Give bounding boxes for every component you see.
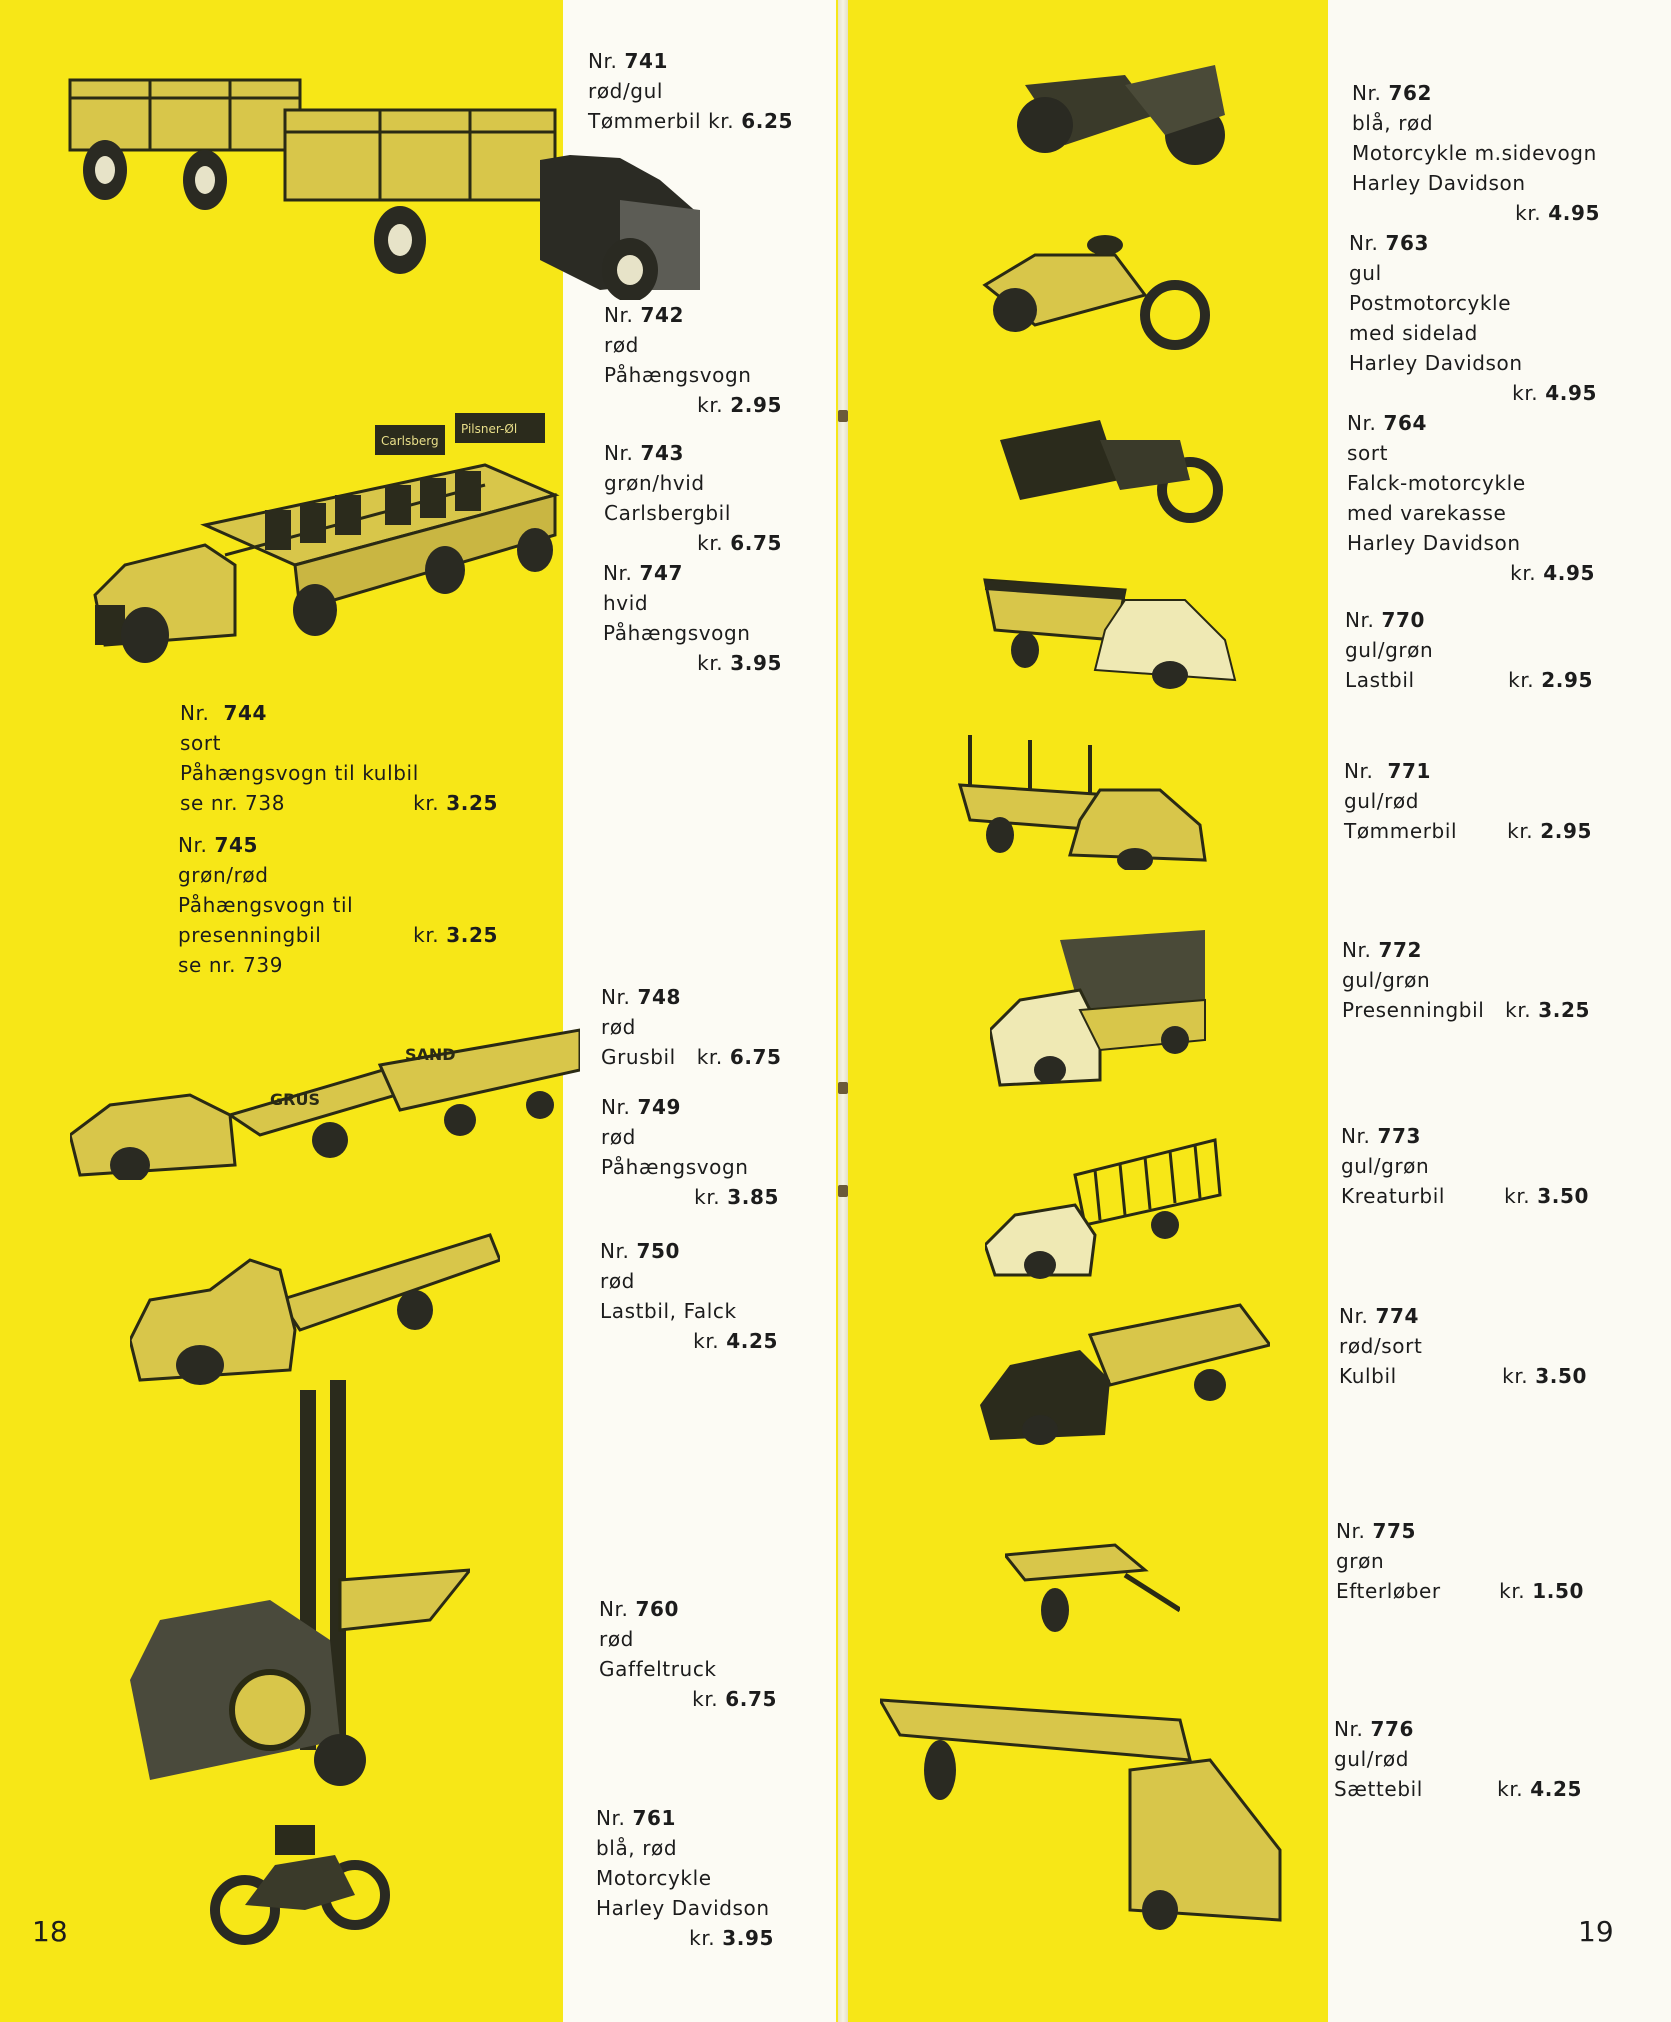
entry-price: kr. 3.85 — [694, 1185, 779, 1209]
grus-logo-text: GRUS — [270, 1090, 320, 1109]
entry-number: Nr. 775 — [1336, 1519, 1417, 1543]
entry-name: Påhængsvogn — [603, 621, 751, 645]
entry-name-price: Efterløber kr. 1.50 — [1336, 1579, 1584, 1603]
entry-color: sort — [1347, 441, 1389, 465]
catalog-entry-741 — [588, 46, 793, 136]
entry-price: kr. 4.95 — [1512, 381, 1597, 405]
entry-brand: Harley Davidson — [1352, 171, 1526, 195]
page-number-right: 19 — [1578, 1915, 1614, 1948]
entry-name: Lastbil, Falck — [600, 1299, 737, 1323]
entry-name: Påhængsvogn til — [178, 893, 354, 917]
entry-number: Nr. 773 — [1341, 1124, 1422, 1148]
entry-brand: Harley Davidson — [1347, 531, 1521, 555]
truck-770-illustration — [975, 570, 1245, 690]
entry-number: Nr. 744 — [180, 701, 267, 725]
post-motorcycle-763-illustration — [975, 215, 1215, 355]
entry-name-price: Tømmerbil kr. 2.95 — [1344, 819, 1592, 843]
entry-name-price: Presenningbil kr. 3.25 — [1342, 998, 1590, 1022]
entry-number: Nr. 747 — [603, 561, 684, 585]
carlsberg-truck-743-illustration — [85, 405, 585, 665]
catalog-entry-750 — [600, 1236, 778, 1356]
entry-detail: med sidelad — [1349, 321, 1478, 345]
entry-color: rød/sort — [1339, 1334, 1423, 1358]
catalog-entry-745 — [178, 830, 498, 980]
entry-color: gul — [1349, 261, 1382, 285]
entry-name-price: presenningbil kr. 3.25 — [178, 923, 498, 947]
entry-name-price: Tømmerbil kr. 6.25 — [588, 109, 793, 133]
entry-price: kr. 6.75 — [692, 1687, 777, 1711]
coal-truck-774-illustration — [980, 1295, 1270, 1445]
entry-name: Motorcykle m.sidevogn — [1352, 141, 1597, 165]
entry-color: blå, rød — [1352, 111, 1434, 135]
catalog-entry-761 — [596, 1803, 774, 1953]
staple — [838, 1185, 848, 1197]
entry-number: Nr. 761 — [596, 1806, 677, 1830]
entry-name-price: Grusbil kr. 6.75 — [601, 1045, 782, 1069]
entry-number: Nr. 743 — [604, 441, 685, 465]
catalog-entry-749 — [601, 1092, 779, 1212]
entry-name: Motorcykle — [596, 1866, 712, 1890]
catalog-entry-772 — [1342, 935, 1590, 1025]
entry-color: gul/rød — [1344, 789, 1420, 813]
entry-name-price: Kreaturbil kr. 3.50 — [1341, 1184, 1589, 1208]
falck-truck-750-illustration — [130, 1220, 500, 1385]
entry-number: Nr. 749 — [601, 1095, 682, 1119]
entry-number: Nr. 745 — [178, 833, 259, 857]
entry-price: kr. 4.25 — [693, 1329, 778, 1353]
entry-price: kr. 2.95 — [697, 393, 782, 417]
entry-color: grøn/rød — [178, 863, 269, 887]
catalog-entry-747 — [603, 558, 782, 678]
entry-price: kr. 4.95 — [1515, 201, 1600, 225]
entry-color: rød — [601, 1015, 636, 1039]
entry-number: Nr. 776 — [1334, 1717, 1415, 1741]
entry-color: gul/grøn — [1345, 638, 1434, 662]
entry-ref-price: se nr. 738 kr. 3.25 — [180, 791, 498, 815]
carlsberg-logo-text: Carlsberg — [381, 434, 439, 448]
catalog-entry-764 — [1347, 408, 1595, 588]
entry-name: Carlsbergbil — [604, 501, 731, 525]
entry-name: Påhængsvogn til kulbil — [180, 761, 419, 785]
entry-number: Nr. 764 — [1347, 411, 1428, 435]
entry-number: Nr. 770 — [1345, 608, 1426, 632]
catalog-entry-763 — [1349, 228, 1597, 408]
catalog-entry-748 — [601, 982, 782, 1072]
entry-number: Nr. 763 — [1349, 231, 1430, 255]
catalog-entry-773 — [1341, 1121, 1589, 1211]
entry-detail: med varekasse — [1347, 501, 1507, 525]
entry-number: Nr. 760 — [599, 1597, 680, 1621]
entry-ref: se nr. 739 — [178, 953, 284, 977]
entry-name: Postmotorcykle — [1349, 291, 1512, 315]
entry-color: rød — [599, 1627, 634, 1651]
entry-color: gul/rød — [1334, 1747, 1410, 1771]
cattle-truck-773-illustration — [985, 1135, 1225, 1280]
entry-number: Nr. 742 — [604, 303, 685, 327]
entry-price: kr. 3.95 — [689, 1926, 774, 1950]
entry-number: Nr. 771 — [1344, 759, 1431, 783]
entry-name: Gaffeltruck — [599, 1657, 717, 1681]
entry-name: Påhængsvogn — [601, 1155, 749, 1179]
catalog-entry-771 — [1344, 756, 1592, 846]
entry-number: Nr. 774 — [1339, 1304, 1420, 1328]
entry-price: kr. 3.95 — [697, 651, 782, 675]
entry-color: grøn — [1336, 1549, 1385, 1573]
catalog-entry-762 — [1352, 78, 1600, 228]
catalog-entry-775 — [1336, 1516, 1584, 1606]
tarpaulin-truck-772-illustration — [990, 930, 1215, 1090]
entry-number: Nr. 772 — [1342, 938, 1423, 962]
pilsner-logo-text: Pilsner-Øl — [461, 422, 518, 436]
grus-truck-748-illustration — [70, 1025, 580, 1180]
entry-color: grøn/hvid — [604, 471, 705, 495]
entry-color: rød — [604, 333, 639, 357]
catalog-entry-743 — [604, 438, 782, 558]
entry-number: Nr. 748 — [601, 985, 682, 1009]
entry-name: Falck-motorcykle — [1347, 471, 1526, 495]
entry-color: gul/grøn — [1341, 1154, 1430, 1178]
entry-number: Nr. 750 — [600, 1239, 681, 1263]
entry-color: rød — [601, 1125, 636, 1149]
timber-truck-771-illustration — [950, 735, 1215, 870]
entry-name: Påhængsvogn — [604, 363, 752, 387]
forklift-760-illustration — [130, 1380, 470, 1800]
entry-color: gul/grøn — [1342, 968, 1431, 992]
entry-brand: Harley Davidson — [1349, 351, 1523, 375]
entry-color: blå, rød — [596, 1836, 678, 1860]
catalog-entry-744 — [180, 698, 498, 818]
page-gutter — [838, 0, 848, 2022]
falck-motorcycle-764-illustration — [990, 400, 1225, 525]
entry-price: kr. 6.75 — [697, 531, 782, 555]
sand-logo-text: SAND — [405, 1045, 456, 1064]
trailer-775-illustration — [1005, 1535, 1180, 1645]
catalog-entry-776 — [1334, 1714, 1582, 1804]
semi-truck-776-illustration — [880, 1690, 1290, 1930]
entry-color: hvid — [603, 591, 649, 615]
entry-color: rød/gul — [588, 79, 664, 103]
entry-number: Nr. 741 — [588, 49, 669, 73]
entry-name-price: Sættebil kr. 4.25 — [1334, 1777, 1582, 1801]
motorcycle-761-illustration — [205, 1815, 395, 1950]
entry-name-price: Kulbil kr. 3.50 — [1339, 1364, 1587, 1388]
motorcycle-sidecar-762-illustration — [1005, 45, 1240, 175]
catalog-entry-770 — [1345, 605, 1593, 695]
entry-price: kr. 4.95 — [1510, 561, 1595, 585]
page-number-left: 18 — [32, 1915, 68, 1948]
entry-color: rød — [600, 1269, 635, 1293]
entry-name-price: Lastbil kr. 2.95 — [1345, 668, 1593, 692]
staple — [838, 1082, 848, 1094]
staple — [838, 410, 848, 422]
catalog-entry-742 — [604, 300, 782, 420]
entry-color: sort — [180, 731, 222, 755]
entry-brand: Harley Davidson — [596, 1896, 770, 1920]
entry-number: Nr. 762 — [1352, 81, 1433, 105]
catalog-entry-774 — [1339, 1301, 1587, 1391]
catalog-entry-760 — [599, 1594, 777, 1714]
